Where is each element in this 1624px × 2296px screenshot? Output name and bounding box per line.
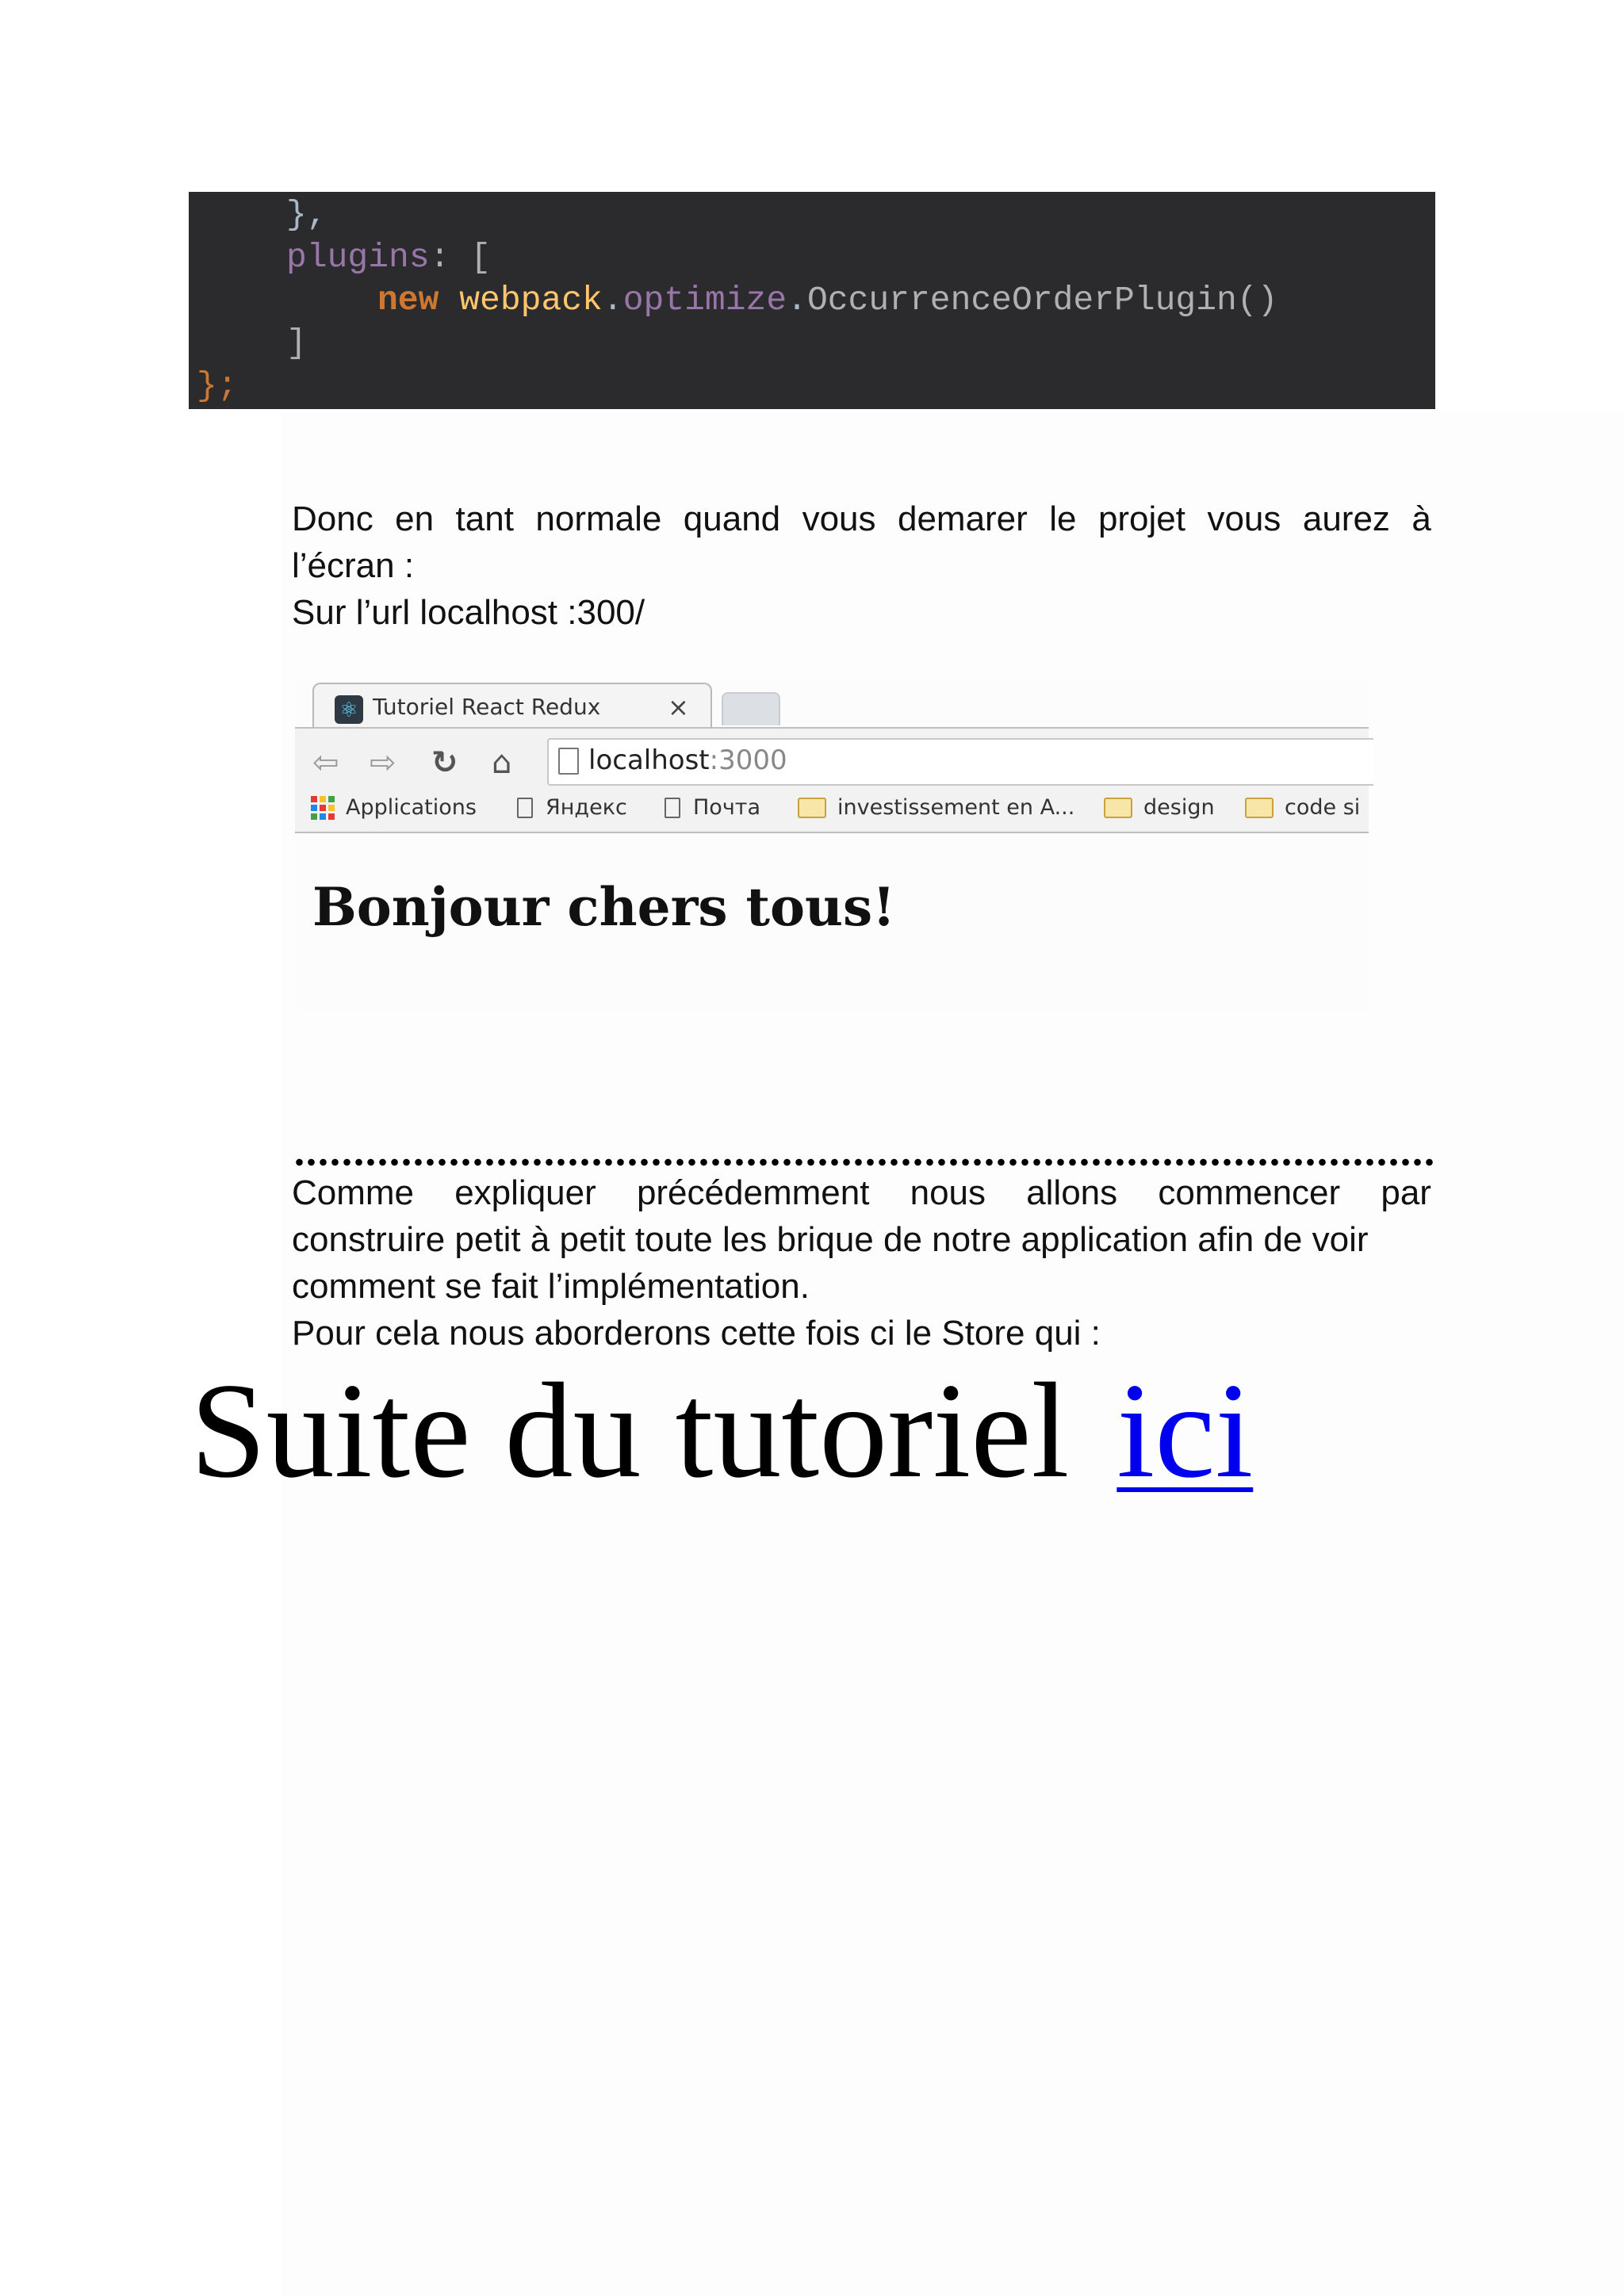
- address-url: localhost:3000: [588, 744, 787, 776]
- bookmark-yandex[interactable]: [517, 795, 627, 820]
- code-line-4: ]: [286, 323, 307, 362]
- paragraph-line: l’écran :: [292, 546, 415, 585]
- apps-grid-icon: [311, 796, 335, 820]
- word: Comme: [292, 1173, 415, 1212]
- page-icon: [517, 798, 533, 818]
- word: aurez: [1302, 499, 1390, 538]
- folder-icon: [798, 798, 826, 818]
- page-icon: [558, 748, 579, 775]
- new-tab-button[interactable]: [722, 692, 780, 725]
- folder-icon: [1104, 798, 1132, 818]
- reload-icon[interactable]: ↻: [431, 744, 458, 781]
- word: précédemment: [636, 1173, 870, 1212]
- page-heading: Bonjour chers tous!: [312, 876, 896, 938]
- back-arrow-icon[interactable]: ⇦: [312, 744, 339, 781]
- paragraph-line: comment se fait l’implémentation.: [292, 1267, 810, 1306]
- continue-text: Suite du tutoriel: [190, 1356, 1070, 1506]
- continue-link[interactable]: ici: [1116, 1356, 1254, 1506]
- word: nous: [910, 1173, 986, 1212]
- page-icon: [665, 798, 680, 818]
- code-line-1: },: [286, 195, 327, 234]
- browser-tab[interactable]: [312, 683, 712, 729]
- code-line-3: new webpack.optimize.OccurrenceOrderPlugin(): [377, 281, 1278, 320]
- word: allons: [1026, 1173, 1118, 1212]
- home-icon[interactable]: ⌂: [492, 744, 512, 781]
- tab-bar: [295, 678, 1369, 727]
- word: vous: [1207, 499, 1281, 538]
- word: le: [1049, 499, 1077, 538]
- word: en: [395, 499, 435, 538]
- bookmark-label: design: [1143, 795, 1215, 820]
- word: quand: [683, 499, 781, 538]
- word: tant: [455, 499, 514, 538]
- paragraph-line: construire petit à petit toute les brique de notre application afin de voir: [292, 1220, 1369, 1259]
- paragraph-explanation: [292, 1169, 1431, 1357]
- bookmark-code[interactable]: [1245, 795, 1369, 820]
- bookmark-mail[interactable]: [665, 795, 760, 820]
- bookmark-label: investissement en A...: [837, 795, 1075, 820]
- tab-title: Tutoriel React Redux: [373, 694, 601, 720]
- paragraph-intro: [292, 496, 1431, 636]
- bookmark-label: Applications: [346, 795, 477, 820]
- forward-arrow-icon[interactable]: ⇨: [370, 744, 396, 781]
- browser-screenshot: [295, 678, 1369, 1011]
- word: vous: [802, 499, 876, 538]
- word: Donc: [292, 499, 373, 538]
- bookmark-applications[interactable]: [311, 795, 477, 820]
- word: projet: [1097, 499, 1186, 538]
- code-line-2: plugins: [: [286, 238, 492, 277]
- bookmark-label: Яндекс: [546, 795, 627, 820]
- word: expliquer: [454, 1173, 596, 1212]
- paragraph-line: Pour cela nous aborderons cette fois ci le Store qui :: [292, 1314, 1101, 1353]
- close-icon[interactable]: ×: [668, 692, 689, 722]
- code-block: [189, 192, 1435, 409]
- code-line-5: };: [197, 366, 238, 405]
- continue-tutorial: [190, 1352, 1253, 1510]
- paragraph-line: [292, 1169, 1431, 1216]
- word: à: [1411, 499, 1431, 538]
- react-logo-icon: ⚛: [335, 695, 363, 724]
- paragraph-line: [292, 496, 1431, 542]
- bookmarks-bar: [295, 787, 1369, 828]
- word: normale: [535, 499, 662, 538]
- dotted-separator: [293, 1158, 1434, 1167]
- bookmark-label: Почта: [693, 795, 761, 820]
- word: par: [1381, 1173, 1431, 1212]
- address-bar[interactable]: [547, 738, 1373, 786]
- bookmark-design[interactable]: [1104, 795, 1215, 820]
- paragraph-line: Sur l’url localhost :300/: [292, 593, 645, 632]
- word: demarer: [897, 499, 1028, 538]
- bookmark-label: code si: [1285, 795, 1361, 820]
- browser-toolbar: [295, 727, 1369, 833]
- word: commencer: [1158, 1173, 1341, 1212]
- folder-icon: [1245, 798, 1274, 818]
- bookmark-investissement[interactable]: [798, 795, 1074, 820]
